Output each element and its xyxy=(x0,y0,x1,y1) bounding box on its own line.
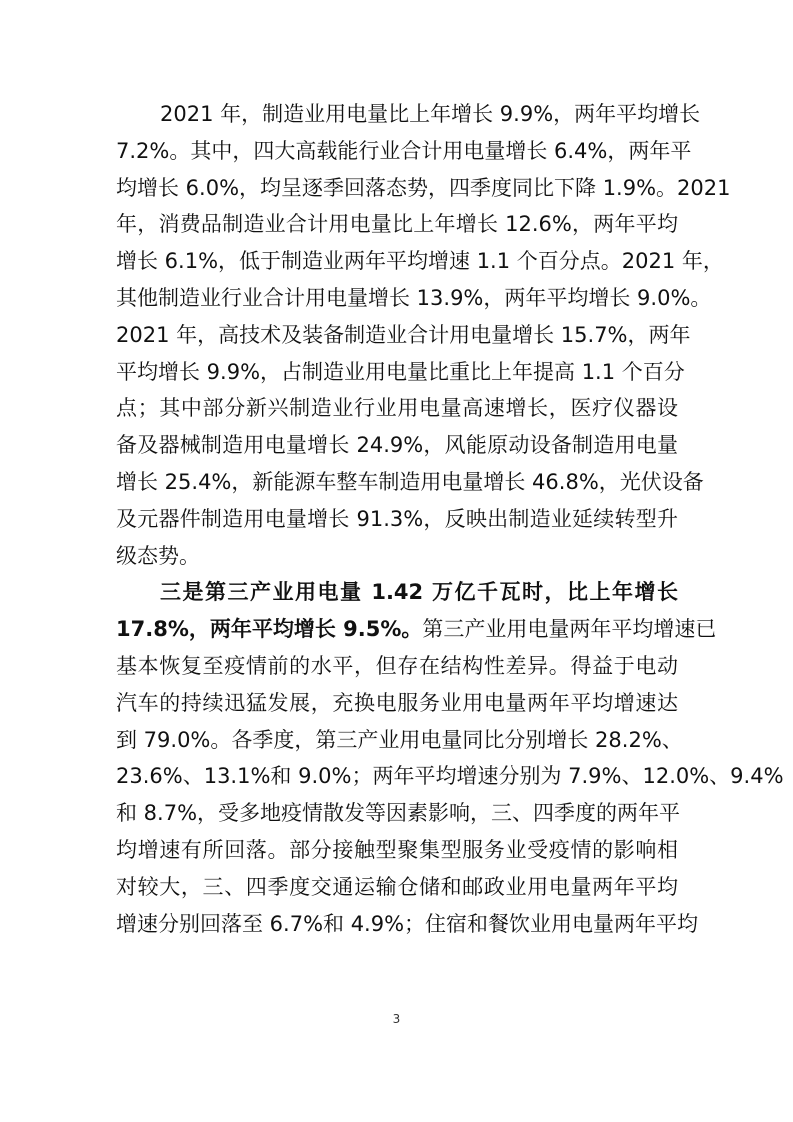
text-line: 基本恢复至疫情前的水平，但存在结构性差异。得益于电动 xyxy=(116,653,678,678)
text-line: 均增速有所回落。部分接触型聚集型服务业受疫情的影响相 xyxy=(116,837,678,862)
text-fragment: 第三产业用电量两年平均增速已 xyxy=(422,617,717,642)
text-line: 点；其中部分新兴制造业行业用电量高速增长，医疗仪器设 xyxy=(116,396,678,421)
text-line: 备及器械制造用电量增长 24.9%，风能原动设备制造用电量 xyxy=(116,433,678,458)
text-line: 均增长 6.0%，均呈逐季回落态势，四季度同比下降 1.9%。2021 xyxy=(116,175,731,200)
text-line: 2021 年，制造业用电量比上年增长 9.9%，两年平均增长 xyxy=(160,102,701,126)
bold-heading-fragment: 17.8%，两年平均增长 9.5%。 xyxy=(116,617,423,642)
page-number: 3 xyxy=(392,1012,401,1026)
paragraph-manufacturing xyxy=(116,96,731,574)
mixed-line xyxy=(116,611,717,648)
text-line: 其他制造业行业合计用电量增长 13.9%，两年平均增长 9.0%。 xyxy=(116,285,712,310)
text-line: 对较大，三、四季度交通运输仓储和邮政业用电量两年平均 xyxy=(116,874,678,899)
body-text xyxy=(116,96,784,942)
text-line: 到 79.0%。各季度，第三产业用电量同比分别增长 28.2%、 xyxy=(116,727,683,752)
text-line: 增长 25.4%，新能源车整车制造用电量增长 46.8%，光伏设备 xyxy=(116,469,704,494)
text-line: 7.2%。其中，四大高载能行业合计用电量增长 6.4%，两年平 xyxy=(116,138,692,163)
text-line: 及元器件制造用电量增长 91.3%，反映出制造业延续转型升 xyxy=(116,506,678,531)
text-line: 增速分别回落至 6.7%和 4.9%；住宿和餐饮业用电量两年平均 xyxy=(116,911,699,936)
text-line: 平均增长 9.9%，占制造业用电量比重比上年提高 1.1 个百分 xyxy=(116,359,685,384)
paragraph-tertiary-industry xyxy=(116,574,784,942)
bold-heading-line: 三是第三产业用电量 1.42 万亿千瓦时，比上年增长 xyxy=(160,580,678,605)
text-line: 级态势。 xyxy=(116,543,200,568)
text-line: 23.6%、13.1%和 9.0%；两年平均增速分别为 7.9%、12.0%、9.4% xyxy=(116,764,784,789)
text-line: 2021 年，高技术及装备制造业合计用电量增长 15.7%，两年 xyxy=(116,322,691,347)
text-line: 年，消费品制造业合计用电量比上年增长 12.6%，两年平均 xyxy=(116,212,678,237)
text-line: 汽车的持续迅猛发展，充换电服务业用电量两年平均增速达 xyxy=(116,690,678,715)
text-line: 和 8.7%，受多地疫情散发等因素影响，三、四季度的两年平 xyxy=(116,801,681,826)
text-line: 增长 6.1%，低于制造业两年平均增速 1.1 个百分点。2021 年， xyxy=(116,249,724,274)
